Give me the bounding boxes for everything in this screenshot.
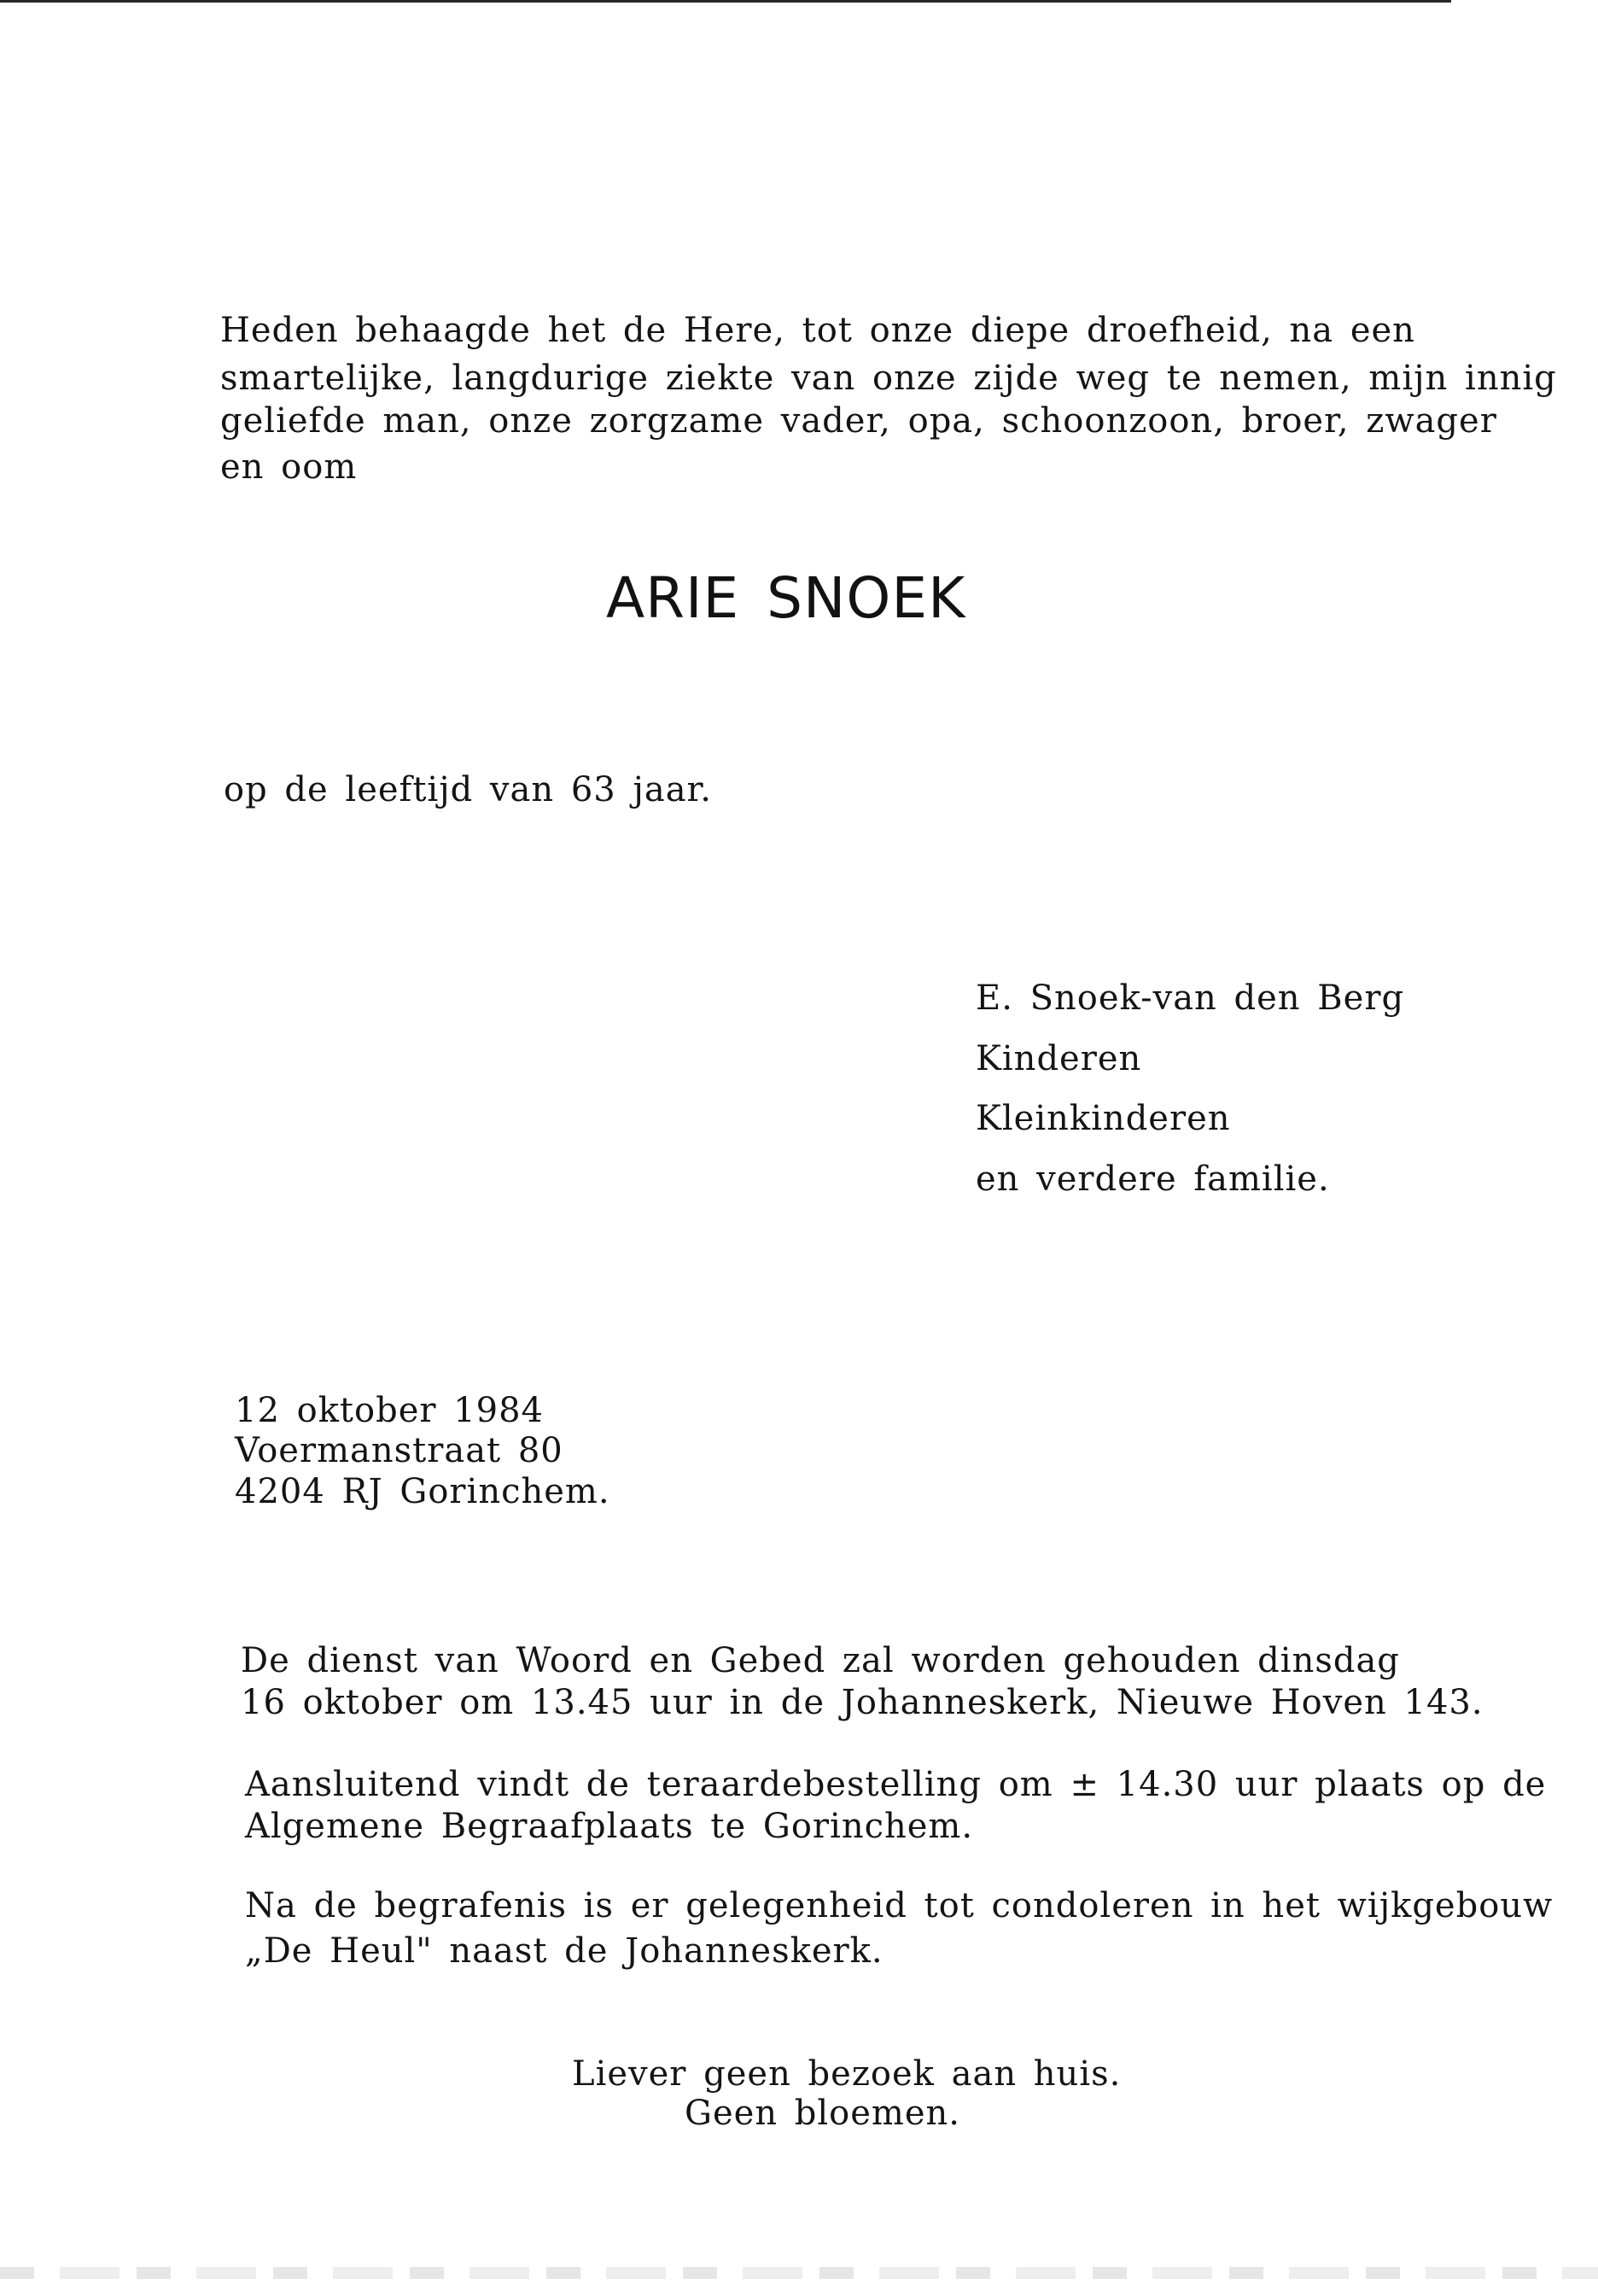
- deceased-name: ARIE SNOEK: [606, 565, 966, 631]
- signatory-family: en verdere familie.: [976, 1160, 1330, 1199]
- age-line: op de leeftijd van 63 jaar.: [224, 770, 712, 809]
- closing-line-flowers: Geen bloemen.: [685, 2094, 961, 2133]
- service-line: De dienst van Woord en Gebed zal worden gehouden dinsdag: [241, 1641, 1400, 1680]
- opening-line: geliefde man, onze zorgzame vader, opa, schoonzoon, broer, zwager: [220, 401, 1497, 441]
- closing-line-visit: Liever geen bezoek aan huis.: [572, 2054, 1122, 2094]
- opening-line: Heden behaagde het de Here, tot onze diepe droefheid, na een: [220, 311, 1415, 350]
- signatory-spouse: E. Snoek-van den Berg: [976, 979, 1405, 1018]
- top-border-line: [0, 0, 1451, 3]
- postal-city-line: 4204 RJ Gorinchem.: [235, 1472, 610, 1511]
- burial-line: Algemene Begraafplaats te Gorinchem.: [245, 1807, 974, 1846]
- burial-line: Aansluitend vindt de teraardebestelling om ± 14.30 uur plaats op de: [245, 1765, 1547, 1804]
- signatory-grandchildren: Kleinkinderen: [976, 1099, 1231, 1138]
- signatory-children: Kinderen: [976, 1039, 1142, 1078]
- condolence-line: Na de begrafenis is er gelegenheid tot condoleren in het wijkgebouw: [245, 1886, 1554, 1925]
- scan-edge-noise: [0, 2267, 1598, 2279]
- street-line: Voermanstraat 80: [235, 1431, 563, 1470]
- service-line: 16 oktober om 13.45 uur in de Johanneskerk, Nieuwe Hoven 143.: [241, 1683, 1484, 1722]
- condolence-line: „De Heul" naast de Johanneskerk.: [245, 1931, 884, 1971]
- opening-line: smartelijke, langdurige ziekte van onze zijde weg te nemen, mijn innig: [220, 359, 1557, 398]
- opening-line: en oom: [220, 447, 358, 487]
- date-line: 12 oktober 1984: [235, 1391, 544, 1430]
